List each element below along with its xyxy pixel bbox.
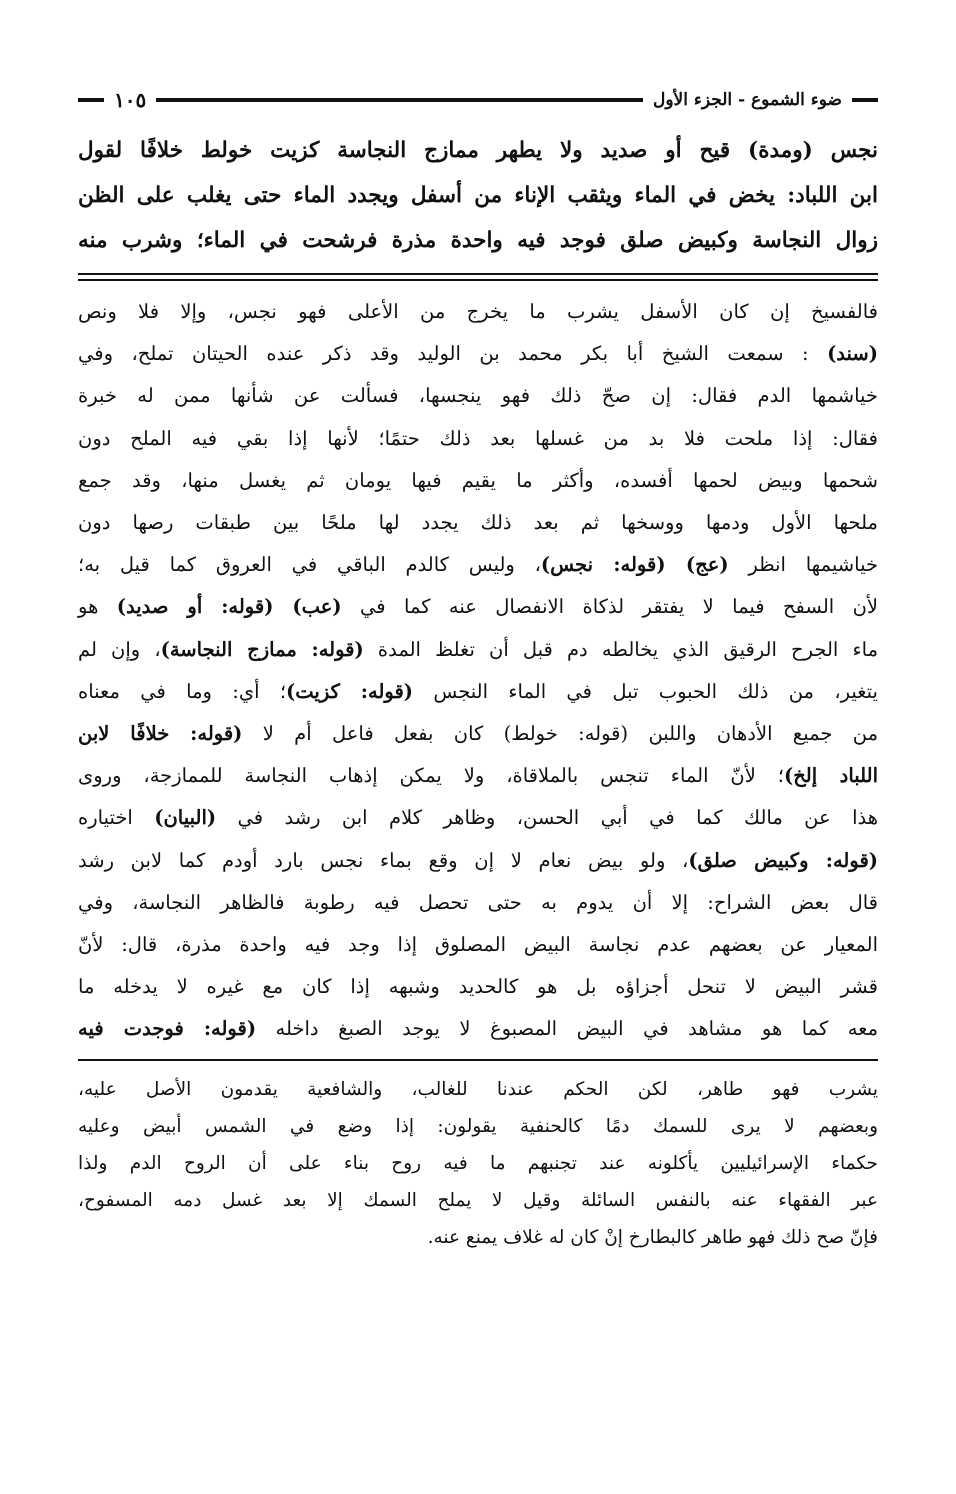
commentary-span: خياشمها الدم فقال: إن صحّ ذلك فهو ينجسها، فسألت عن شأنها ممن له خبرة	[78, 384, 878, 408]
main-text	[78, 128, 878, 263]
header-rule	[156, 98, 643, 102]
commentary-span: ، ولو بيض نعام لا إن وقع بماء نجس بارد أودم كما لابن رشد	[78, 848, 689, 872]
commentary-span: هذا عن مالك كما في أبي الحسن، وظاهر كلام ابن رشد في	[237, 806, 879, 830]
commentary-line	[78, 418, 878, 460]
commentary-line	[78, 671, 878, 713]
header-title: ضوء الشموع - الجزء الأول	[653, 90, 842, 110]
commentary-span: قال بعض الشراح: إلا أن يدوم به حتى تحصل فيه رطوبة فالظاهر النجاسة، وفي	[78, 890, 878, 914]
commentary-span: ، وإن لم	[78, 637, 161, 661]
bold-citation: (قوله: فوجدت فيه	[78, 1017, 257, 1041]
header-dash-left	[78, 98, 104, 102]
commentary-span: يتغير، من ذلك الحبوب تبل في الماء النجس	[433, 679, 878, 703]
bold-citation: (قوله: وكبيض صلق)	[688, 848, 878, 872]
commentary-span: فقال: إذا ملحت فلا بد من غسلها بعد ذلك حتمًا؛ لأنها إذا بقي فيه الملح دون	[78, 426, 878, 450]
commentary-span: خياشيمها انظر	[748, 553, 879, 577]
commentary-line	[78, 1008, 878, 1050]
commentary-line	[78, 882, 878, 924]
commentary-span: هو	[78, 595, 99, 619]
bold-citation: (عج) (قوله: نجس)	[540, 553, 729, 577]
commentary-span: ، وليس كالدم الباقي في العروق كما قيل به؛	[78, 553, 541, 577]
bold-citation: (قوله: كزيت)	[286, 679, 414, 703]
footnote-line: وبعضهم لا يرى للسمك دمًا كالحنفية يقولون: إذا وضع في الشمس أبيض وعليه	[78, 1115, 878, 1137]
bold-citation: (قوله: ممازج النجاسة)	[160, 637, 364, 661]
commentary-span: قشر البيض لا تنحل أجزاؤه بل هو كالحديد وشبهه إذا كان مع غيره لا يدخله ما	[78, 975, 878, 999]
header-dash-right	[852, 98, 878, 102]
commentary-span: ؛ لأنّ الماء تنجس بالملاقاة، ولا يمكن إذهاب النجاسة للممازجة، وروى	[78, 764, 784, 788]
footnote-line: يشرب فهو طاهر، لكن الحكم عندنا للغالب، والشافعية يقدمون الأصل عليه،	[78, 1078, 878, 1100]
main-text-line: ابن اللباد: يخض في الماء ويثقب الإناء من أسفل ويجدد الماء حتى يغلب على الظن	[78, 183, 878, 208]
main-text-line: زوال النجاسة وكبيض صلق فوجد فيه واحدة مذرة فرشحت في الماء؛ وشرب منه	[78, 228, 878, 253]
running-header	[78, 82, 878, 118]
bold-citation: اللباد إلخ)	[783, 764, 878, 788]
bold-citation: (عب) (قوله: أو صديد)	[116, 595, 342, 619]
main-text-line: نجس (ومدة) قيح أو صديد ولا يطهر ممازج النجاسة كزيت خولط خلافًا لقول	[78, 138, 878, 163]
commentary-line	[78, 460, 878, 502]
commentary-span: ماء الجرح الرقيق الذي يخالطه دم قبل أن تغلظ المدة	[377, 637, 879, 661]
commentary-line	[78, 375, 878, 417]
double-separator	[78, 273, 878, 281]
commentary-line	[78, 924, 878, 966]
commentary-span: معه كما هو مشاهد في البيض المصبوغ لا يوجد الصبغ داخله	[275, 1017, 879, 1041]
commentary-line	[78, 629, 878, 671]
commentary-span: لأن السفح فيما لا يفتقر لذكاة الانفصال عنه كما في	[360, 595, 879, 619]
commentary-span: (قوله: خولط) كان بفعل فاعل أم لا	[262, 722, 629, 746]
bold-citation: (سند)	[827, 342, 878, 366]
commentary-line	[78, 502, 878, 544]
commentary-span: اختياره	[78, 806, 133, 830]
commentary-line	[78, 755, 878, 797]
bold-citation: (البيان)	[154, 806, 217, 830]
commentary-line	[78, 797, 878, 839]
book-page	[78, 82, 878, 1256]
commentary-line	[78, 333, 878, 375]
commentary-span: فالفسيخ إن كان الأسفل يشرب ما يخرج من الأعلى فهو نجس، وإلا فلا ونص	[78, 300, 878, 323]
footnote-line: عبر الفقهاء عنه بالنفس السائلة وقيل لا يملح السمك إلا بعد غسل دمه المسفوح،	[78, 1189, 878, 1211]
commentary-line	[78, 544, 878, 586]
commentary-span: ؛ أي: وما في معناه	[78, 679, 287, 703]
commentary-span: شحمها وبيض لحمها أفسده، وأكثر ما يقيم فيها يومان ثم يغسل منها، وقد جمع	[78, 468, 878, 492]
commentary-span: المعيار عن بعضهم عدم نجاسة البيض المصلوق إذا وجد فيه واحدة مذرة، قال: لأنّ	[78, 933, 878, 957]
commentary-text	[78, 291, 878, 1051]
commentary-span: ملحها الأول ودمها ووسخها ثم بعد ذلك يجدد لها ملحًا بين طبقات رصها دون	[78, 511, 878, 535]
commentary-span: من جميع الأدهان واللبن	[648, 722, 879, 746]
commentary-line	[78, 840, 878, 882]
bold-citation: (قوله: خلافًا لابن	[78, 722, 243, 746]
commentary-span: : سمعت الشيخ أبا بكر محمد بن الوليد وقد ذكر عنده الحيتان تملح، وفي	[78, 342, 809, 366]
footnote-text	[78, 1071, 878, 1256]
page-number: ١٠٥	[114, 88, 147, 112]
commentary-line	[78, 966, 878, 1008]
footnote-line: فإنّ صح ذلك فهو طاهر كالبطارخ إنْ كان له غلاف يمنع عنه.	[427, 1226, 878, 1248]
commentary-line	[78, 586, 878, 628]
commentary-line	[78, 713, 878, 755]
commentary-line	[78, 291, 878, 333]
footnote-separator	[78, 1059, 878, 1061]
footnote-line: حكماء الإسرائيليين يأكلونه عند تجنبهم ما فيه روح بناء على أن الروح الدم ولذا	[78, 1152, 878, 1174]
